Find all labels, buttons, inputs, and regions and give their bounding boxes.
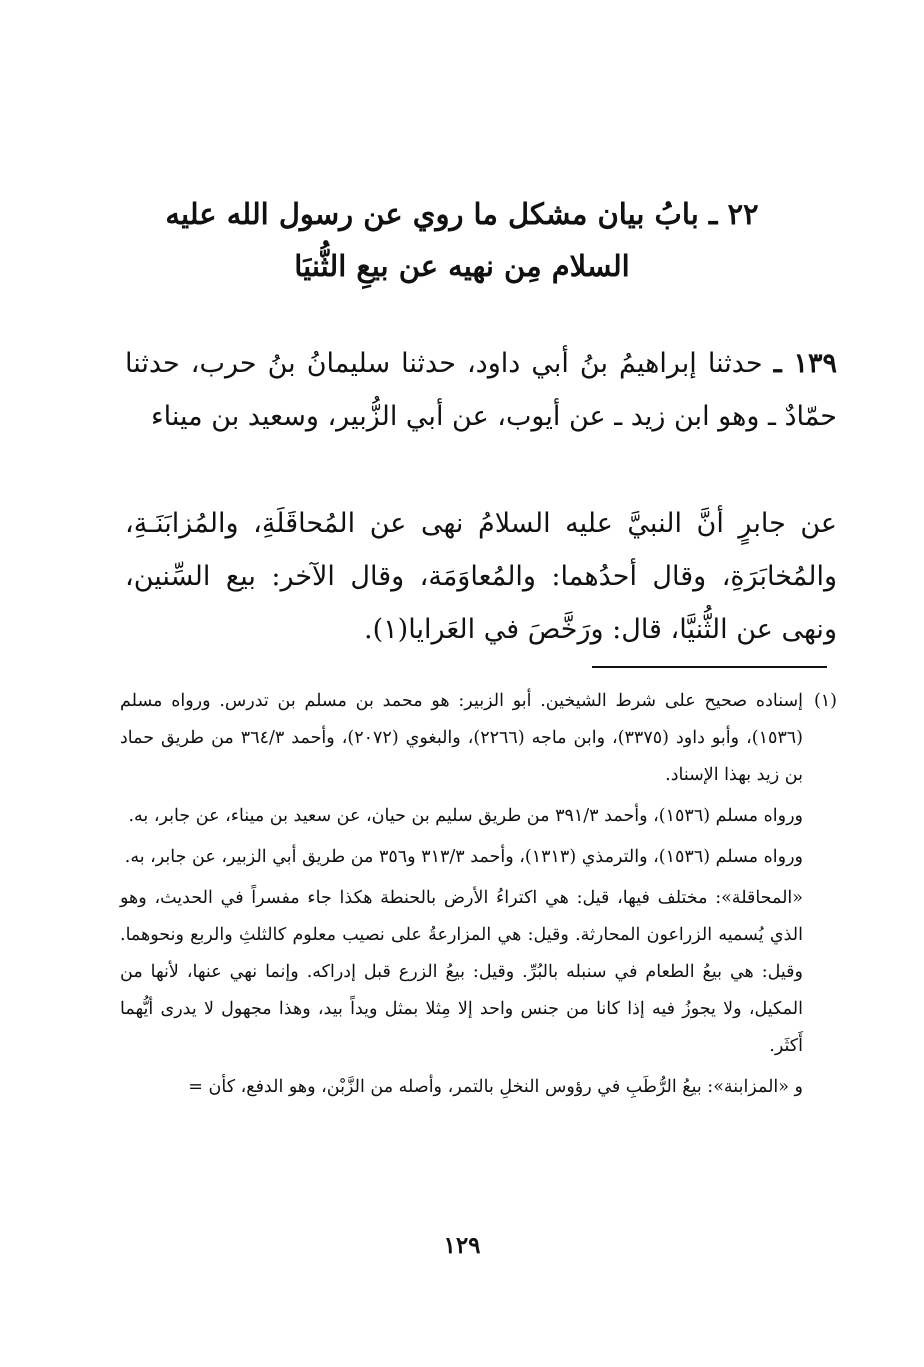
footnote-paragraph: و «المزابنة»: بيعُ الرُّطَبِ في رؤوس النخلِ بالتمر، وأصله من الزَّبْن، وهو الدفع، كأن = [188,1077,803,1097]
chapter-title-line-2: السلام مِن نهيه عن بيعِ الثُّنيَا [294,249,630,283]
footnote-separator [592,666,827,668]
hadith-number: ١٣٩ ـ [773,348,837,379]
footnote-marker: (١) [813,691,837,711]
page-number: ١٢٩ [443,1232,481,1259]
footnote-reference: (١) [372,614,409,645]
hadith-matn [125,497,837,656]
footnote-paragraph [120,683,837,794]
chapter-title-line-1: ٢٢ ـ بابُ بيان مشكل ما روي عن رسول الله عليه [165,197,759,231]
chapter-title [150,188,774,292]
footnotes [120,683,837,1110]
hadith-isnad-text: حدثنا إبراهيمُ بنُ أبي داود، حدثنا سليمانُ بنُ حرب، حدثنا حمّادٌ ـ وهو ابن زيد ـ عن أيوب، عن أبي الزُّبير، وسعيد بن ميناء [125,348,837,432]
hadith-matn-end: . [364,614,373,645]
footnote-text: إسناده صحيح على شرط الشيخين. أبو الزبير: هو محمد بن مسلم بن تدرس. ورواه مسلم (١٥٣٦)، وأبو داود (٣٣٧٥)، وابن ماجه (٢٢٦٦)، والبغوي (٢٠٧٢)، وأحمد ٣٦٤/٣ من طريق حماد بن زيد بهذا الإسناد. [120,691,803,785]
hadith-isnad [125,337,837,443]
footnote-paragraph: «المحاقلة»: مختلف فيها، قيل: هي اكتراءُ الأرض بالحنطة هكذا جاء مفسراً في الحديث، وهو الذي يُسميه الزراعون المحارثة. وقيل: هي المزارعةُ على نصيب معلوم كالثلثِ والربع ونحوهما. وقيل: هي بيعُ الطعام في سنبله بالبُرِّ. وقيل: بيعُ الزرع قبل إدراكه. وإنما نهي عنها، لأنها من المكيل، ولا يجوزُ فيه إذا كانا من جنس واحد إلا مِثلا بمثل ويداً بيد، وهذا مجهول لا يدرى أيُّهما أَكثَر. [120,888,803,1056]
hadith-matn-text: عن جابرٍ أنَّ النبيَّ عليه السلامُ نهى عن المُحاقَلَةِ، والمُزابَنَـةِ، والمُخابَرَةِ، وقال أحدُهما: والمُعاوَمَة، وقال الآخر: بيع السِّنين، ونهى عن الثُّنيَّا، قال: ورَخَّصَ في العَرايا [125,508,837,645]
footnote-paragraph: ورواه مسلم (١٥٣٦)، والترمذي (١٣١٣)، وأحمد ٣١٣/٣ و٣٥٦ من طريق أبي الزبير، عن جابر، به. [124,847,803,867]
footnote-paragraph: ورواه مسلم (١٥٣٦)، وأحمد ٣٩١/٣ من طريق سليم بن حيان، عن سعيد بن ميناء، عن جابر، به. [128,806,803,826]
